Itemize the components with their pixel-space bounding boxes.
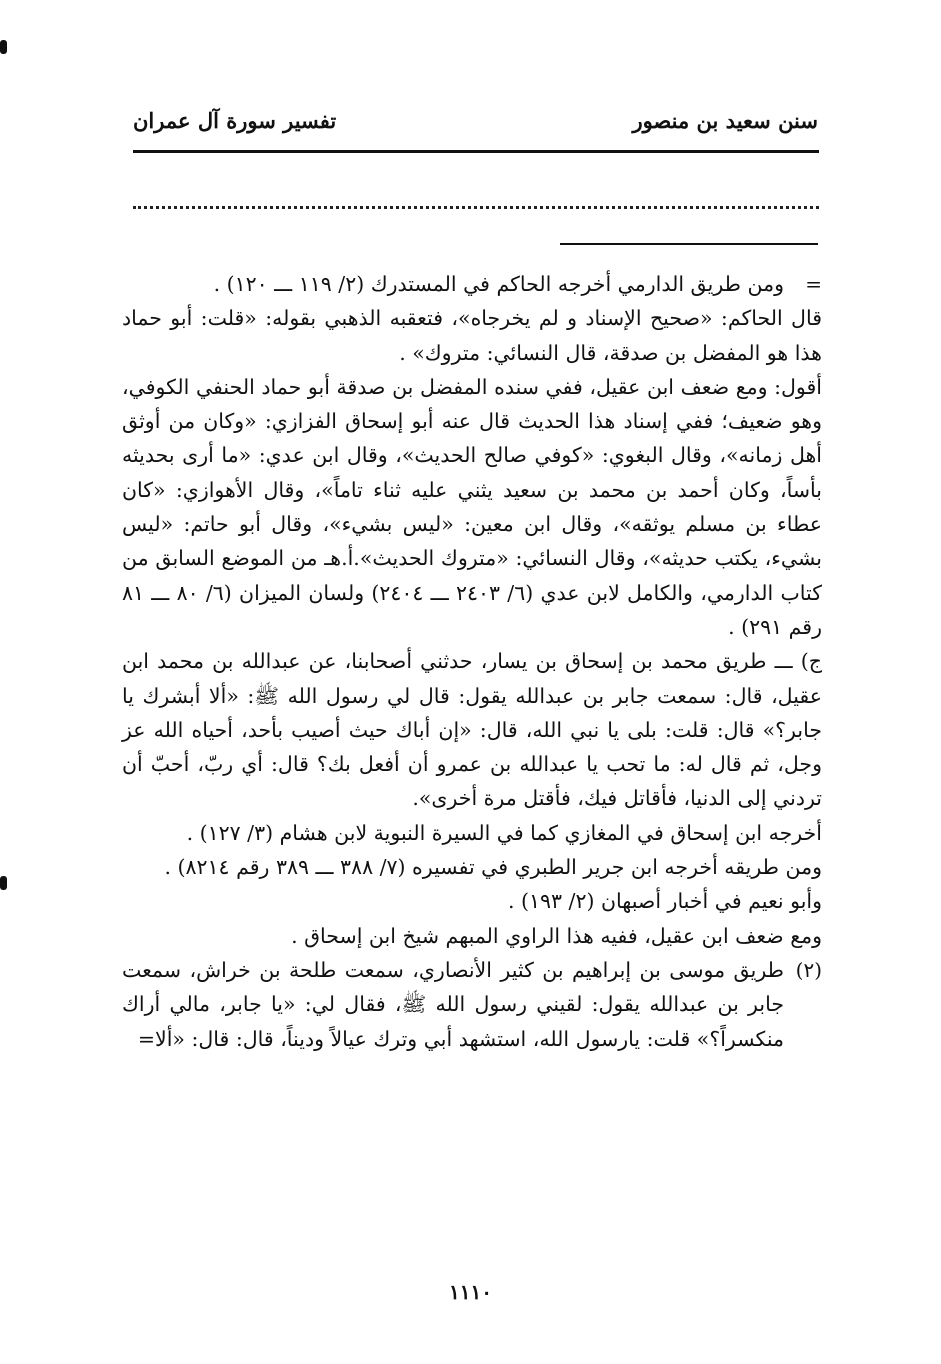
footnote-line: أقول: ومع ضعف ابن عقيل، ففي سنده المفضل بن صدقة أبو حماد الحنفي الكوفي، وهو ضعيف؛ ففي إسناد هذا الحديث قال عنه أبو إسحاق الفزازي: «وكان من أوثق أهل زمانه»، وقال البغوي: «كوفي صالح الحديث»، وقال ابن عدي: «ما أرى بحديثه بأساً، وكان أحمد بن محمد بن سعيد يثني عليه ثناء تاماً»، وقال الأهوازي: «كان عطاء بن مسلم يوثقه»، وقال ابن معين: «ليس بشيء»، وقال أبو حاتم: «ليس بشيء، يكتب حديثه»، وقال النسائي: «متروك الحديث».أ.هـ من الموضع السابق من كتاب الدارمي، والكامل لابن عدي (٦/ ٢٤٠٣ ـــ ٢٤٠٤) ولسان الميزان (٦/ ٨٠ ـــ ٨١ رقم ٢٩١) . [122, 374, 822, 639]
footnote-rule [560, 243, 818, 245]
header-rule [133, 150, 819, 153]
footnote-line: قال الحاكم: «صحيح الإسناد و لم يخرجاه»، فتعقبه الذهبي بقوله: «قلت: أبو حماد هذا هو المفضل بن صدقة، قال النسائي: متروك» . [122, 306, 822, 365]
footnote-line: أخرجه ابن إسحاق في المغازي كما في السيرة النبوية لابن هشام (٣/ ١٢٧) . [186, 820, 822, 845]
footnote-line: ومع ضعف ابن عقيل، ففيه هذا الراوي المبهم شيخ ابن إسحاق . [291, 923, 822, 948]
footnotes-block [122, 267, 822, 1056]
running-header [133, 100, 818, 140]
footnote-2 [122, 953, 822, 1056]
footnote-line: = ومن طريق الدارمي أخرجه الحاكم في المستدرك (٢/ ١١٩ ـــ ١٢٠) . [122, 267, 822, 301]
footnote-line: ج) ـــ طريق محمد بن إسحاق بن يسار، حدثني أصحابنا، عن عبدالله بن محمد ابن عقيل، قال: سمعت جابر بن عبدالله يقول: قال لي رسول الله ﷺ: «ألا أبشرك يا جابر؟» قال: قلت: بلى يا نبي الله، قال: «إن أباك حيث أصيب بأحد، أحياه الله عز وجل، ثم قال له: ما تحب يا عبدالله بن عمرو أن أفعل بك؟ قال: أي ربّ، أحبّ أن تردني إلى الدنيا، فأقاتل فيك، فأقتل مرة أخرى». [122, 649, 822, 811]
footnote-line: ومن طريقه أخرجه ابن جرير الطبري في تفسيره (٧/ ٣٨٨ ـــ ٣٨٩ رقم ٨٢١٤) . [164, 855, 822, 880]
footnote-2-marker: (٢) [795, 957, 822, 982]
scan-edge-mark [0, 876, 7, 890]
scan-edge-mark [0, 40, 7, 54]
dotted-separator [133, 206, 819, 209]
continuation-marker: = [805, 272, 822, 296]
book-title: سنن سعيد بن منصور [632, 107, 818, 133]
footnote-2-text: طريق موسى بن إبراهيم بن كثير الأنصاري، سمعت طلحة بن خراش، سمعت جابر بن عبدالله يقول: لقيني رسول الله ﷺ، فقال لي: «يا جابر، مالي أراك منكسراً؟» قلت: يارسول الله، استشهد أبي وترك عيالاً وديناً، قال: قال: «ألا= [122, 957, 784, 1051]
footnote-line: وأبو نعيم في أخبار أصبهان (٢/ ١٩٣) . [507, 889, 822, 914]
section-title: تفسير سورة آل عمران [133, 107, 337, 133]
page-number: ١١١٠ [449, 1280, 492, 1304]
